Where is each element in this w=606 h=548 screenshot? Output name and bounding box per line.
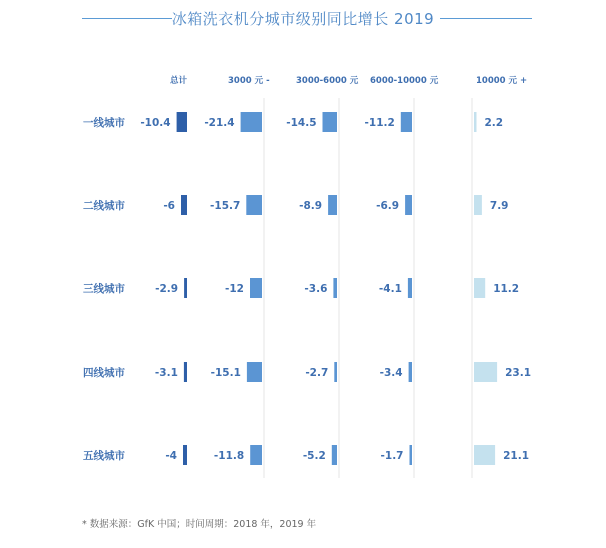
footnote: * 数据来源：GfK 中国；时间周期：2018 年，2019 年 [82, 519, 317, 530]
data-label: -6 [163, 200, 175, 212]
bar [328, 195, 337, 215]
data-label: -1.7 [380, 450, 404, 462]
data-label: -11.2 [364, 117, 395, 129]
bar [401, 112, 412, 132]
bar [474, 112, 477, 132]
data-label: -8.9 [299, 200, 323, 212]
data-label: -14.5 [286, 117, 317, 129]
bar [333, 278, 337, 298]
column-header: 6000-10000 元 [370, 76, 439, 86]
data-label: -12 [225, 283, 244, 295]
bar [250, 445, 262, 465]
data-label: 23.1 [505, 367, 532, 379]
bar [181, 195, 187, 215]
data-label: -10.4 [140, 117, 171, 129]
row-label: 五线城市 [83, 450, 125, 462]
bar [409, 362, 412, 382]
bar [177, 112, 187, 132]
data-label: -4 [165, 450, 177, 462]
bar [184, 362, 187, 382]
bar [332, 445, 337, 465]
bar [247, 362, 262, 382]
data-label: -15.7 [210, 200, 241, 212]
bar [474, 195, 482, 215]
bar [474, 278, 485, 298]
column-header: 总计 [170, 76, 188, 86]
bar [410, 445, 413, 465]
bar [250, 278, 262, 298]
data-label: 21.1 [503, 450, 530, 462]
bar [408, 278, 412, 298]
bar [184, 278, 187, 298]
bar [246, 195, 262, 215]
row-label: 三线城市 [83, 283, 125, 295]
data-label: -3.1 [154, 367, 178, 379]
data-label: -3.4 [379, 367, 403, 379]
data-label: -11.8 [213, 450, 245, 462]
bar [241, 112, 262, 132]
data-label: -21.4 [204, 117, 235, 129]
chart-title: 冰箱洗衣机分城市级别同比增长 2019 [171, 10, 435, 28]
data-label: -2.7 [305, 367, 329, 379]
data-label: 11.2 [493, 283, 520, 295]
column-header: 3000 元 - [228, 76, 270, 86]
data-label: -5.2 [302, 450, 326, 462]
bar [183, 445, 187, 465]
bar [323, 112, 338, 132]
column-header: 3000-6000 元 [296, 76, 359, 86]
column-header: 10000 元 + [476, 76, 528, 86]
data-label: -2.9 [155, 283, 179, 295]
bar [474, 362, 497, 382]
bar [334, 362, 337, 382]
bar [474, 445, 495, 465]
bar [405, 195, 412, 215]
data-label: 7.9 [489, 200, 509, 212]
data-label: -3.6 [304, 283, 328, 295]
data-label: -15.1 [210, 367, 241, 379]
row-label: 一线城市 [83, 117, 125, 129]
data-label: -4.1 [378, 283, 402, 295]
row-label: 四线城市 [83, 367, 125, 379]
data-label: -6.9 [376, 200, 400, 212]
row-label: 二线城市 [83, 200, 125, 212]
data-label: 2.2 [484, 117, 504, 129]
